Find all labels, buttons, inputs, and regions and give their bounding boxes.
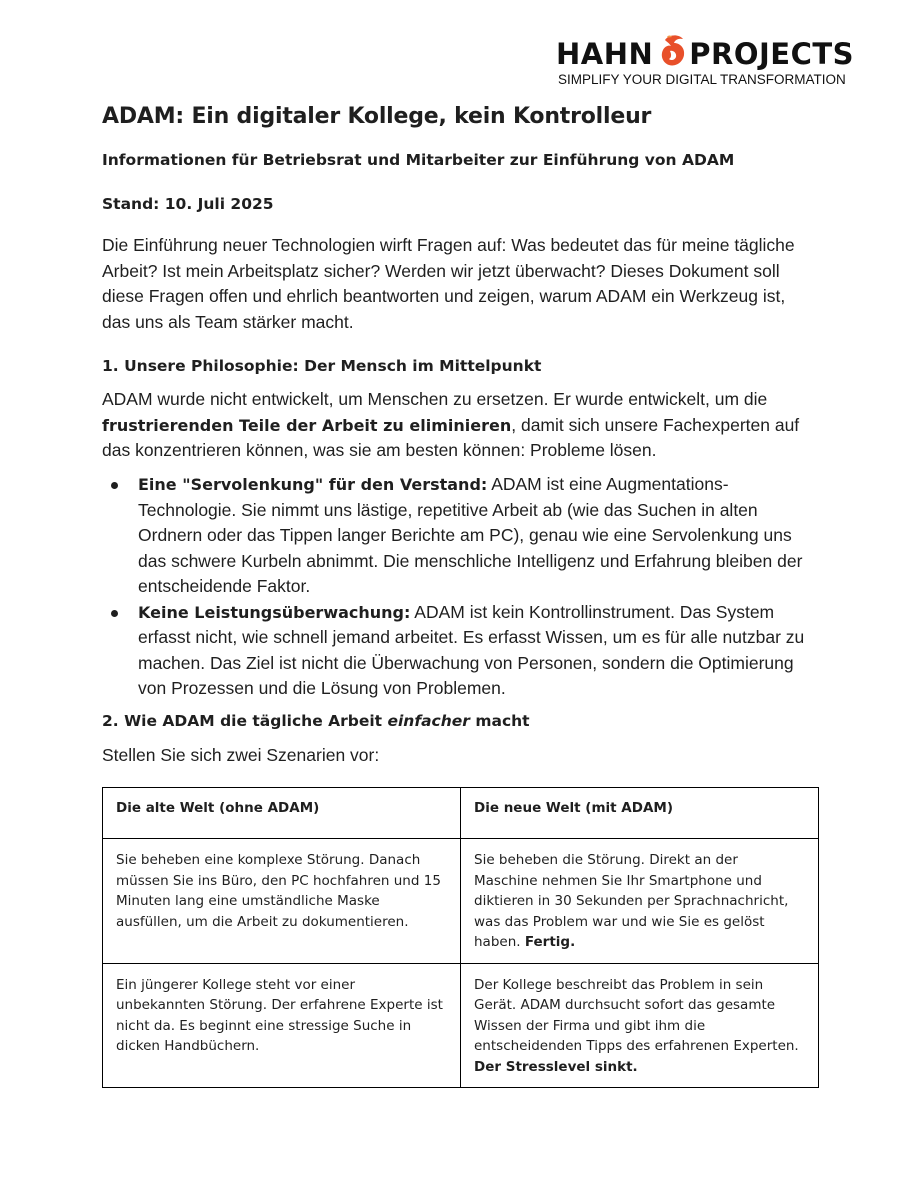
cell-old-world: Sie beheben eine komplexe Störung. Danach müssen Sie ins Büro, den PC hochfahren und 15 Minuten lang eine umständliche Maske ausfüllen, um die Arbeit zu dokumentieren. — [103, 839, 461, 964]
logo-tagline: SIMPLIFY YOUR DIGITAL TRANSFORMATION — [558, 72, 846, 87]
section-2-heading-start: 2. Wie ADAM die tägliche Arbeit — [102, 712, 388, 730]
section-1-bold-text: frustrierenden Teile der Arbeit zu eliminieren — [102, 415, 512, 435]
section-2-heading-end: macht — [469, 712, 530, 730]
section-2-intro: Stellen Sie sich zwei Szenarien vor: — [102, 745, 380, 765]
list-item — [102, 600, 822, 702]
section-1-heading: 1. Unsere Philosophie: Der Mensch im Mittelpunkt — [102, 357, 542, 375]
section-1-text-start: ADAM wurde nicht entwickelt, um Menschen zu ersetzen. Er wurde entwickelt, um die — [102, 389, 768, 409]
section-2-heading — [102, 712, 530, 730]
intro-paragraph: Die Einführung neuer Technologien wirft Fragen auf: Was bedeutet das für meine tägliche Arbeit? Ist mein Arbeitsplatz sicher? Werden wir jetzt überwacht? Dieses Dokument soll diese Fragen offen und ehrlich beantworten und zeigen, warum ADAM ein Werkzeug ist, das uns als Team stärker macht. — [102, 235, 795, 332]
table-row — [103, 839, 819, 964]
section-1-bullet-list — [102, 472, 822, 702]
cell-new-world — [461, 963, 819, 1088]
section-2-heading-italic: einfacher — [387, 712, 470, 730]
table-row — [103, 963, 819, 1088]
bullet-icon — [111, 482, 118, 489]
cell-text: Der Kollege beschreibt das Problem in sein Gerät. ADAM durchsucht sofort das gesamte Wissen der Firma und gibt ihm die entscheidenden Tipps des erfahrenen Experten. — [474, 976, 799, 1054]
bullet-icon — [111, 610, 118, 617]
cell-bold-text: Fertig. — [524, 934, 576, 950]
column-header-old-world: Die alte Welt (ohne ADAM) — [103, 788, 461, 839]
logo-wordmark — [556, 34, 854, 70]
logo-word-hahn: HAHN — [556, 37, 654, 71]
document-title: ADAM: Ein digitaler Kollege, kein Kontrolleur — [102, 104, 652, 129]
document-subtitle: Informationen für Betriebsrat und Mitarbeiter zur Einführung von ADAM — [102, 151, 735, 169]
bullet-lead: Keine Leistungsüberwachung: — [138, 602, 411, 622]
logo-word-projects: PROJECTS — [689, 37, 855, 71]
cell-bold-text: Der Stresslevel sinkt. — [474, 1058, 638, 1075]
document-date: Stand: 10. Juli 2025 — [102, 195, 274, 213]
company-logo — [556, 16, 876, 88]
bullet-lead: Eine "Servolenkung" für den Verstand: — [138, 475, 488, 494]
cell-new-world — [461, 839, 819, 964]
cell-old-world: Ein jüngerer Kollege steht vor einer unbekannten Störung. Der erfahrene Experte ist nicht da. Es beginnt eine stressige Suche in dicken Handbüchern. — [103, 963, 461, 1088]
rooster-icon — [657, 34, 687, 70]
column-header-new-world: Die neue Welt (mit ADAM) — [461, 788, 819, 839]
bullet-text: ADAM ist eine Augmentations-Technologie. Sie nimmt uns lästige, repetitive Arbeit ab (wie das Suchen in alten Ordnern oder das Tippen langer Berichte am PC), genau wie eine Servolenkung uns das schwere Kurbeln abnimmt. Die menschliche Intelligenz und Erfahrung bleiben der entscheidende Faktor. — [138, 474, 803, 596]
section-1-text-end: , damit sich unsere Fachexperten auf das konzentrieren können, was sie am besten können: Probleme lösen. — [102, 414, 800, 460]
list-item — [102, 472, 822, 600]
table-header-row — [103, 788, 819, 839]
comparison-table — [102, 787, 819, 1088]
cell-text: Sie beheben die Störung. Direkt an der Maschine nehmen Sie Ihr Smartphone und diktieren in 30 Sekunden per Sprachnachricht, was das Problem war und wie Sie es gelöst haben. — [474, 852, 789, 950]
section-1-paragraph — [102, 387, 818, 464]
bullet-text: ADAM ist kein Kontrollinstrument. Das System erfasst nicht, wie schnell jemand arbeitet. Es erfasst Wissen, um es für alle nutzbar zu machen. Das Ziel ist nicht die Überwachung von Personen, sondern die Optimierung von Prozessen und die Lösung von Problemen. — [138, 601, 805, 698]
